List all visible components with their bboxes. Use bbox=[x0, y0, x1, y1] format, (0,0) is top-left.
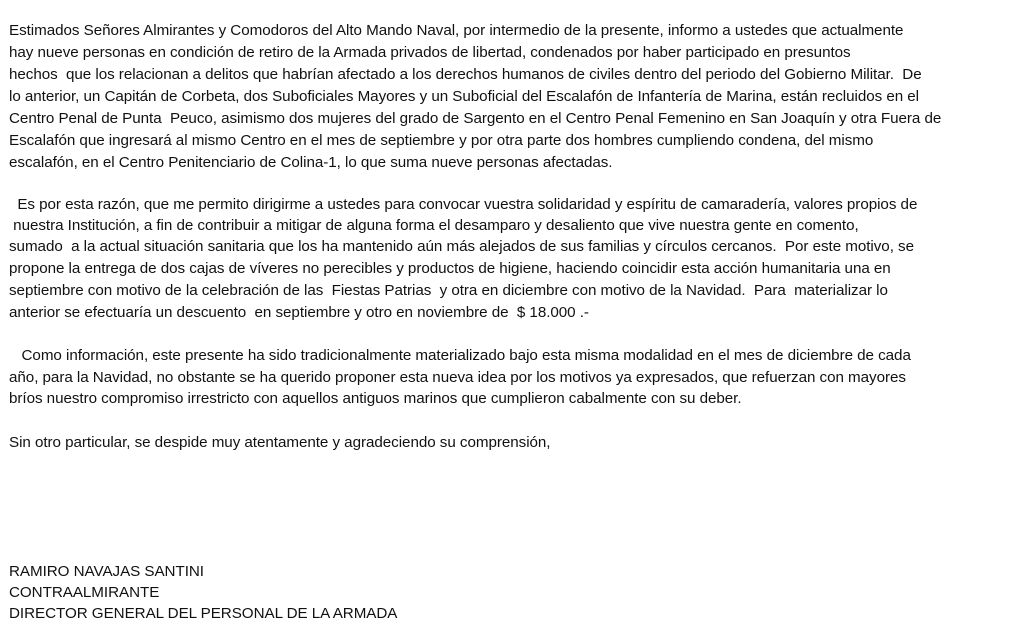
text-line: Centro Penal de Punta Peuco, asimismo dos mujeres del grado de Sargento en el Centro Penal Femenino en San Joaquín y otra Fuera de bbox=[9, 110, 942, 127]
signature-position: DIRECTOR GENERAL DEL PERSONAL DE LA ARMADA bbox=[9, 605, 398, 622]
text-line: anterior se efectuaría un descuento en septiembre y otro en noviembre de $ 18.000 .- bbox=[9, 304, 589, 321]
text-line: año, para la Navidad, no obstante se ha querido proponer esta nueva idea por los motivos ya expresados, que refuerzan con mayores bbox=[9, 369, 906, 386]
text-line: lo anterior, un Capitán de Corbeta, dos Suboficiales Mayores y un Suboficial del Escalafón de Infantería de Marina, están recluidos en el bbox=[9, 88, 920, 105]
signature-rank: CONTRAALMIRANTE bbox=[9, 584, 160, 601]
text-line: Estimados Señores Almirantes y Comodoros del Alto Mando Naval, por intermedio de la presente, informo a ustedes que actualmente bbox=[9, 22, 904, 39]
signature-name: RAMIRO NAVAJAS SANTINI bbox=[9, 563, 204, 580]
closing-line: Sin otro particular, se despide muy atentamente y agradeciendo su comprensión, bbox=[9, 434, 551, 451]
text-line: hechos que los relacionan a delitos que habrían afectado a los derechos humanos de civiles dentro del periodo del Gobierno Militar. De bbox=[9, 66, 922, 83]
text-line: bríos nuestro compromiso irrestricto con aquellos antiguos marinos que cumplieron cabalmente con su deber. bbox=[9, 390, 742, 407]
text-line: sumado a la actual situación sanitaria que los ha mantenido aún más alejados de sus familias y círculos cercanos. Por este motivo, se bbox=[9, 238, 914, 255]
text-line: Escalafón que ingresará al mismo Centro en el mes de septiembre y por otra parte dos hombres cumpliendo condena, del mismo bbox=[9, 132, 874, 149]
text-line: nuestra Institución, a fin de contribuir a mitigar de alguna forma el desamparo y desaliento que vive nuestra gente en comento, bbox=[9, 217, 859, 234]
text-line: propone la entrega de dos cajas de víveres no perecibles y productos de higiene, haciendo coincidir esta acción humanitaria una en bbox=[9, 260, 891, 277]
text-line: hay nueve personas en condición de retiro de la Armada privados de libertad, condenados por haber participado en presuntos bbox=[9, 44, 851, 61]
text-line: Es por esta razón, que me permito dirigirme a ustedes para convocar vuestra solidaridad y espíritu de camaradería, valores propios de bbox=[9, 196, 918, 213]
text-line: Como información, este presente ha sido tradicionalmente materializado bajo esta misma modalidad en el mes de diciembre de cada bbox=[9, 347, 911, 364]
text-line: septiembre con motivo de la celebración de las Fiestas Patrias y otra en diciembre con motivo de la Navidad. Para materializar lo bbox=[9, 282, 888, 299]
text-line: escalafón, en el Centro Penitenciario de Colina-1, lo que suma nueve personas afectadas. bbox=[9, 154, 613, 171]
